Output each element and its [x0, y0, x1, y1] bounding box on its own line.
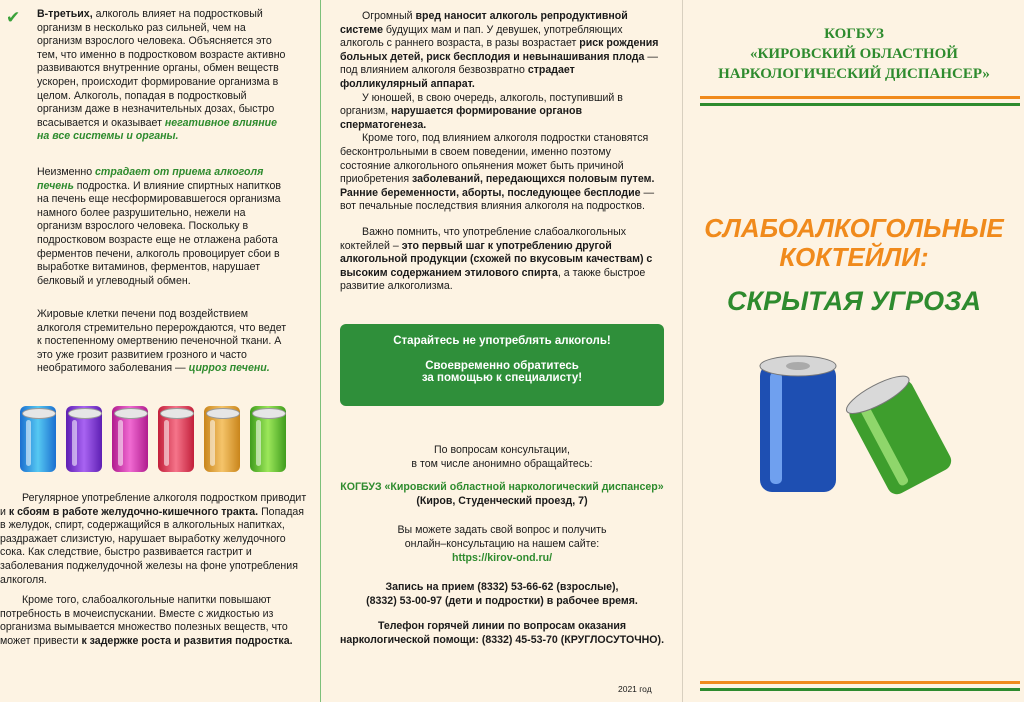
advice-line-2: Своевременно обратитесь — [425, 360, 579, 372]
p5-text: Кроме того, слабоалкогольные напитки повышают потребность в мочеиспускании. Вместе с жидкостью из организма вымывается множество полезных веществ, что может привести — [0, 594, 288, 647]
can-red — [158, 406, 194, 472]
right-panel — [684, 0, 1024, 702]
p4-bold: к сбоям в работе желудочно-кишечного тракта. — [8, 505, 259, 518]
m2-b: нарушается формирование органов сперматогенеза. — [340, 105, 583, 131]
m1-d: — под влиянием алкоголя безвозвратно — [340, 50, 658, 77]
online-line-2: онлайн–консультацию на нашем сайте: — [404, 537, 600, 550]
blue-can-shine — [770, 372, 782, 484]
p2-text-a: Неизменно — [37, 166, 96, 178]
p3-highlight: цирроз печени. — [188, 362, 270, 375]
m4-b: это первый шаг к употреблению другой алкогольной продукции (схожей по вкусовым качествам) с высоким содержанием этилового спирта — [340, 239, 653, 279]
paragraph-third — [37, 8, 289, 144]
paragraph-cirrhosis — [37, 308, 289, 376]
m3-a: Кроме того, под влиянием алкоголя подростки становятся бесконтрольными в своем поведении, именно поэтому состояние алкогольного опьянения может быть причиной приобретения — [340, 132, 649, 186]
p3-text: Жировые клетки печени под воздействием алкоголя стремительно перерождаются, что ведет к постепенному омертвению печеночной ткани. А это уже грозит развитием грозного и часто необратимого заболевания — — [37, 308, 287, 375]
can-blue — [20, 406, 56, 472]
cans-illustration — [20, 404, 290, 478]
m1-c: будущих мам и пап. У девушек, употребляющих алкоголь с раннего возраста, в разы возрастает — [340, 23, 623, 50]
m1-b2: риск рождения больных детей, риск бесплодия и невынашивания плода — [340, 37, 659, 63]
org-header-line-3: НАРКОЛОГИЧЕСКИЙ ДИСПАНСЕР» — [718, 66, 990, 82]
p4-text-b: Попадая в желудок, спирт, содержащийся в алкогольных напитках, раздражает слизистую, нарушает выработку желудочного сока. Как следствие, быстро развивается гастрит и заболевания поджелудочной железы на фоне употребления алкоголя. — [0, 505, 305, 586]
stripe-top-green — [700, 103, 1020, 106]
m2-a: У юношей, в свою очередь, алкоголь, поступивший в организм, — [340, 91, 623, 118]
p1-highlight: негативное влияние на все системы и органы. — [37, 116, 278, 143]
paragraph-gi-tract — [0, 492, 312, 587]
paragraph-first-step — [340, 226, 664, 294]
advice-box — [340, 324, 664, 406]
title-orange — [684, 214, 1024, 272]
hotline-line-2: наркологической помощи: (8332) 45-53-70 (КРУГЛОСУТОЧНО). — [340, 633, 665, 646]
m1-a: Огромный — [362, 10, 416, 22]
m1-b3: страдает фолликулярный аппарат. — [340, 64, 575, 90]
middle-panel — [322, 0, 682, 702]
can-purple — [66, 406, 102, 472]
blue-can-tab — [786, 362, 810, 370]
contacts — [340, 444, 664, 648]
title-line-1: СЛАБОАЛКОГОЛЬНЫЕ — [704, 213, 1004, 243]
org-name: КОГБУЗ «Кировский областной наркологический диспансер» — [340, 481, 664, 494]
m3-c: — вот печальные последствия влияния алкоголя на подростков. — [340, 186, 655, 213]
p5-bold: к задержке роста и развития подростка. — [81, 634, 293, 647]
org-address: (Киров, Студенческий проезд, 7) — [416, 494, 588, 507]
paragraph-reproductive — [340, 10, 664, 214]
hotline-line-1: Телефон горячей линии по вопросам оказания — [377, 620, 627, 633]
consult-line-1: По вопросам консультации, — [434, 444, 570, 456]
org-header — [684, 24, 1024, 84]
two-cans-illustration — [750, 346, 990, 496]
title-line-2: КОКТЕЙЛИ: — [779, 242, 929, 272]
can-pink — [112, 406, 148, 472]
m3-b1: заболеваний, передающихся половым путем. Ранние беременности, аборты, последующее бесплодие — [340, 173, 655, 199]
advice-line-1: Старайтесь не употреблять алкоголь! — [393, 335, 611, 347]
stripe-bottom-green — [700, 688, 1020, 691]
m4-a: Важно помнить, что употребление слабоалкогольных коктейлей – — [340, 226, 627, 252]
green-can — [842, 370, 955, 496]
m4-c: , а также быстрое развитие алкоголизма. — [340, 266, 646, 293]
paragraph-growth — [0, 594, 312, 648]
online-line-1: Вы можете задать свой вопрос и получить — [397, 524, 607, 537]
p2-text-b: подростка. И влияние спиртных напитков на печень еще несформировавшегося организма намного более разрушительно, нежели на организм взрослого человека. Поскольку в подростковом возрасте еще не отлажена работа ферментов печени, алкоголь провоцирует сбои в выработке витаминов, ферментов, нарушает белковый и углеводный обмен. — [37, 179, 282, 287]
advice-line-3: за помощью к специалисту! — [421, 372, 583, 384]
appointment-line-2: (8332) 53-00-97 (дети и подростки) в рабочее время. — [366, 594, 638, 607]
title-green: СКРЫТАЯ УГРОЗА — [727, 286, 981, 316]
org-header-line-1: КОГБУЗ — [824, 26, 884, 42]
appointment-line-1: Запись на прием (8332) 53-66-62 (взрослые), — [385, 581, 619, 594]
site-link[interactable]: https://kirov-ond.ru/ — [451, 551, 553, 564]
left-panel — [0, 0, 320, 702]
m1-b1: вред наносит алкоголь репродуктивной системе — [340, 10, 628, 36]
consult-line-2: в том числе анонимно обращайтесь: — [411, 457, 593, 470]
can-green — [250, 406, 286, 472]
paragraph-liver — [37, 166, 289, 288]
stripe-bottom-orange — [700, 681, 1020, 684]
p2-highlight: страдает от приема алкоголя печень — [37, 166, 264, 192]
stripe-top-orange — [700, 96, 1020, 99]
divider-1 — [320, 0, 321, 702]
lead-word: В-третьих, — [37, 8, 93, 20]
p4-text-a: Регулярное употребление алкоголя подростком приводит и — [0, 492, 307, 518]
org-header-line-2: «КИРОВСКИЙ ОБЛАСТНОЙ — [750, 46, 958, 62]
year-label: 2021 год — [618, 684, 652, 694]
p1-text: алкоголь влияет на подростковый организм в несколько раз сильней, чем на организм взрослого человека. Объясняется это тем, что именно в подростковом возрасте активно развиваются внутренние органы, обмен веществ ускорен, происходит формирование организма в целом. Алкоголь, попадая в подростковый организм даже в незначительных дозах, быстро всасывается и оказывает — [37, 8, 286, 129]
check-icon: ✔ — [6, 8, 21, 27]
can-orange — [204, 406, 240, 472]
divider-2 — [682, 0, 683, 702]
